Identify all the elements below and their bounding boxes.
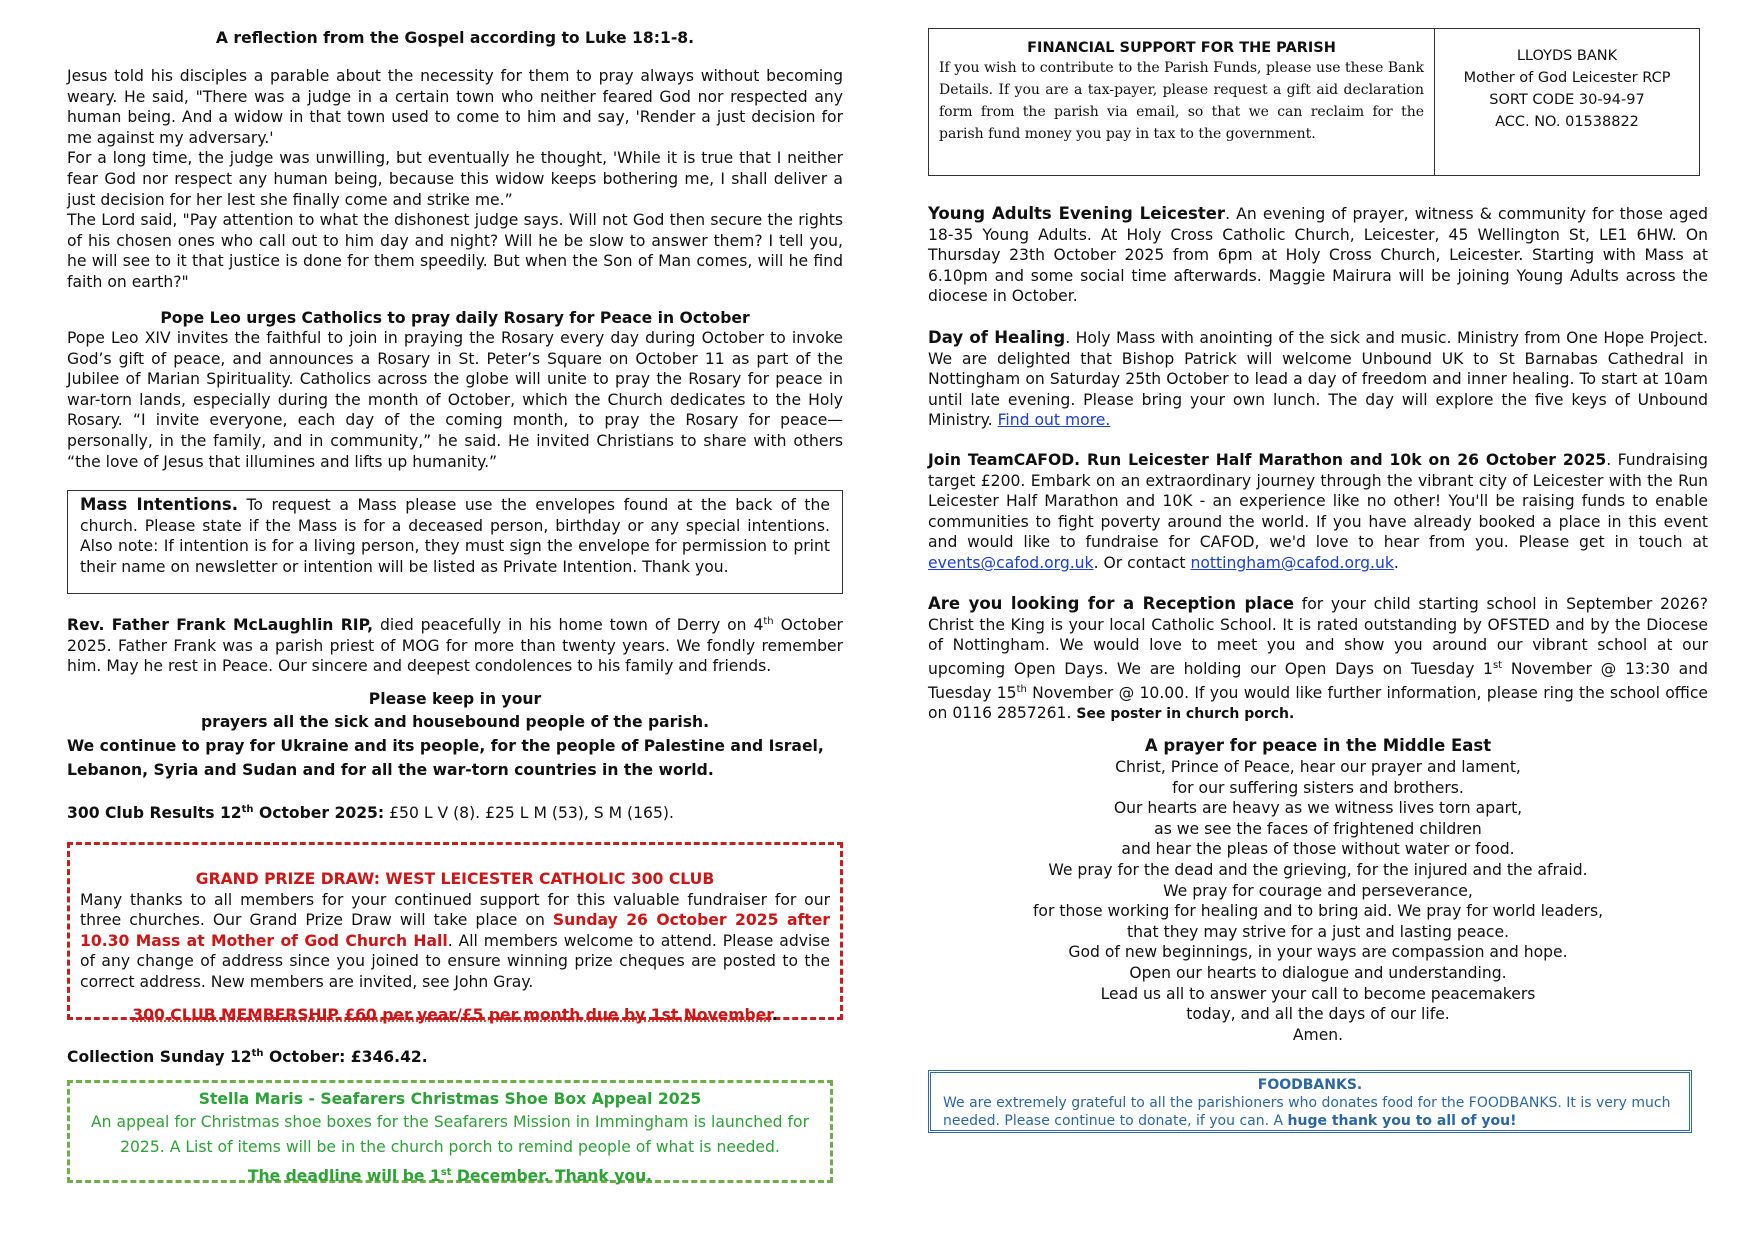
collection-label: Collection Sunday 12 xyxy=(67,1048,252,1067)
gospel-text xyxy=(67,66,843,293)
deadline-sup: st xyxy=(440,1166,452,1178)
club-label: 300 Club Results 12 xyxy=(67,804,242,823)
rip-notice xyxy=(67,612,843,677)
foodbanks-body: We are extremely grateful to all the parishioners who donates food for the FOODBANKS. It is very much needed. Please continue to donate, if you can. A xyxy=(943,1095,1671,1129)
mass-intentions-body: To request a Mass please use the envelopes found at the back of the church. Please state if the Mass is for a deceased person, birthday or any special intentions. Also note: If intention is for a living person, they must sign the envelope for permission to print their name on newsletter or intention will be listed as Private Intention. Thank you. xyxy=(80,496,830,576)
prayer-line: Open our hearts to dialogue and understanding. xyxy=(1129,963,1507,982)
rip-text: died peacefully in his home town of Derry on 4 xyxy=(373,616,764,635)
healing-title: Day of Healing xyxy=(928,328,1066,347)
prayer-line: for our suffering sisters and brothers. xyxy=(1172,778,1464,797)
foodbanks-text xyxy=(943,1094,1677,1130)
membership-text: 300 CLUB MEMBERSHIP £60 per year/£5 per month due by 1st November xyxy=(132,1005,772,1024)
foodbanks-title: FOODBANKS. xyxy=(1257,1077,1363,1093)
gospel-paragraph: The Lord said, "Pay attention to what the dishonest judge says. Will not God then secure the rights of his chosen ones who call out to him day and night? Will he be slow to answer them? I tell you, he will see to it that justice is done for them speedily. But when the Son of Man comes, will he find faith on earth?" xyxy=(67,211,843,291)
grand-prize-date: Sunday 26 October 2025 after 10.30 Mass at Mother of God Church Hall xyxy=(80,911,830,950)
cafod-notice xyxy=(928,450,1708,574)
rip-text: October 2025. Father Frank was a parish priest of MOG for more than twenty years. We fondly remember him. May he rest in Peace. Our sincere and deepest condolences to his family and friends. xyxy=(67,616,843,676)
prayer-text xyxy=(928,757,1708,1045)
membership-end: . xyxy=(771,1005,778,1024)
prayers-line: prayers all the sick and housebound people of the parish. xyxy=(200,713,710,731)
prayer-line: as we see the faces of frightened children xyxy=(1154,819,1482,838)
gospel-title: A reflection from the Gospel according to Luke 18:1-8. xyxy=(215,29,695,47)
bank-account-number: ACC. NO. 01538822 xyxy=(1495,114,1639,130)
rip-sup: th xyxy=(763,616,774,627)
reception-sup: st xyxy=(1492,659,1503,671)
healing-text: . Holy Mass with anointing of the sick and music. Ministry from One Hope Project. We are delighted that Bishop Patrick will welcome Unbound UK to St Barnabas Cathedral in Nottingham on Saturday 25th October to lead a day of freedom and inner healing. To start at 10am until late evening. Please bring your own lunch. The day will explore the five keys of Unbound Ministry. xyxy=(928,329,1708,430)
collection-amount: October: £346.42. xyxy=(263,1048,428,1067)
prayer-line: God of new beginnings, in your ways are compassion and hope. xyxy=(1068,943,1568,962)
mass-intentions-title: Mass Intentions. xyxy=(80,495,238,514)
stella-maris-title: Stella Maris - Seafarers Christmas Shoe Box Appeal 2025 xyxy=(198,1090,702,1108)
foodbanks-thanks: huge thank you to all of you! xyxy=(1287,1113,1517,1129)
financial-support-info xyxy=(929,29,1435,175)
stella-maris-box xyxy=(67,1080,833,1183)
grand-prize-body: Many thanks to all members for your continued support for this valuable fundraiser for our three churches. Our Grand Prize Draw will take place on xyxy=(80,890,830,930)
bank-account-name: Mother of God Leicester RCP xyxy=(1463,70,1671,86)
pope-title: Pope Leo urges Catholics to pray daily Rosary for Peace in October xyxy=(160,309,750,327)
prayer-line: Christ, Prince of Peace, hear our prayer and lament, xyxy=(1115,758,1521,776)
club-sup: th xyxy=(241,804,254,815)
prayer-line: for those working for healing and to bring aid. We pray for world leaders, xyxy=(1032,902,1604,921)
foodbanks-box xyxy=(928,1070,1692,1133)
reception-sup: th xyxy=(1016,683,1027,695)
bank-sort-code: SORT CODE 30-94-97 xyxy=(1489,92,1645,108)
grand-prize-membership xyxy=(80,1005,830,1026)
club-values: £50 L V (8). £25 L M (53), S M (165). xyxy=(384,804,674,823)
gospel-paragraph: For a long time, the judge was unwilling, but eventually he thought, 'While it is true that I neither fear God nor respect any human being, because this widow keeps bothering me, I shall deliver a just decision for her lest she finally come and strike me.” xyxy=(67,149,843,209)
reception-text: November @ 13:30 and Tuesday 15 xyxy=(928,659,1708,702)
grand-prize-text xyxy=(80,890,830,993)
cafod-text: . xyxy=(1393,553,1399,572)
grand-prize-box xyxy=(67,842,843,1024)
gospel-paragraph: Jesus told his disciples a parable about the necessity for them to pray always without becoming weary. He said, "There was a judge in a certain town who neither feared God nor respected any human being. And a widow in that town used to come to him and say, 'Render a just decision for me against my adversary.' xyxy=(67,67,843,147)
deadline-text: The deadline will be 1 xyxy=(247,1166,441,1185)
prayer-line: Amen. xyxy=(1292,1025,1344,1044)
prayer-line: We pray for the dead and the grieving, for the injured and the afraid. xyxy=(1048,860,1588,879)
reception-text: for your child starting school in September 2026? Christ the King is your local Catholic School. It is rated outstanding by OFSTED and by the Diocese of Nottingham. We would love to meet you and show you around our vibrant school at our upcoming Open Days. We are holding our Open Days on Tuesday 1 xyxy=(928,595,1709,678)
reception-title: Are you looking for a Reception place xyxy=(928,594,1295,613)
stella-maris-deadline xyxy=(80,1160,820,1189)
collection-sup: th xyxy=(251,1048,264,1059)
grand-prize-title: GRAND PRIZE DRAW: WEST LEICESTER CATHOLIC 300 CLUB xyxy=(195,870,715,888)
pope-text: Pope Leo XIV invites the faithful to join in praying the Rosary every day during October to invoke God’s gift of peace, and announces a Rosary in St. Peter’s Square on October 11 as part of the Jubilee of Marian Spirituality. Catholics across the globe will unite to pray the Rosary for peace in war-torn lands, especially during the month of October, which the Church dedicates to the Holy Rosary. “I invite everyone, each day of the coming month, to pray the Rosary for peace—personally, in the family, and in community,” he said. He invited Christians to share with others “the love of Jesus that illumines and lifts up humanity.” xyxy=(67,329,843,471)
club-results xyxy=(67,800,843,824)
young-adults-title: Young Adults Evening Leicester xyxy=(928,204,1226,223)
financial-support-title: FINANCIAL SUPPORT FOR THE PARISH xyxy=(1027,40,1336,56)
reception-poster-note: See poster in church porch. xyxy=(1076,706,1295,723)
find-out-more-link[interactable]: Find out more. xyxy=(997,411,1111,430)
prayers-section xyxy=(67,688,843,782)
financial-support-text: If you wish to contribute to the Parish Funds, please use these Bank Details. If you are a tax-payer, please request a gift aid declaration form from the parish via email, so that we can reclaim for the parish fund money you pay in tax to the government. xyxy=(939,60,1424,142)
club-label: October 2025: xyxy=(253,804,385,823)
mass-intentions-text xyxy=(80,495,830,577)
reception-text: November @ 10.00. If you would like further information, please ring the school office on 0116 2857261. xyxy=(928,683,1708,723)
prayer-line: today, and all the days of our life. xyxy=(1186,1005,1450,1024)
cafod-nottingham-email-link[interactable]: nottingham@cafod.org.uk xyxy=(1190,553,1394,572)
day-of-healing-notice xyxy=(928,328,1708,431)
young-adults-notice xyxy=(928,204,1708,307)
cafod-events-email-link[interactable]: events@cafod.org.uk xyxy=(928,553,1094,572)
cafod-title: Join TeamCAFOD. Run Leicester Half Marathon and 10k on 26 October 2025 xyxy=(928,451,1607,469)
young-adults-text: . An evening of prayer, witness & community for those aged 18-35 Young Adults. At Holy Cross Catholic Church, Leicester, 45 Wellington St, LE1 6HW. On Thursday 23th October 2025 from 6pm at Holy Cross Church, Leicester. Starting with Mass at 6.10pm and some social time afterwards. Maggie Mairura will be joining Young Adults across the diocese in October. xyxy=(928,205,1708,306)
cafod-text: . Fundraising target £200. Embark on an extraordinary journey through the vibrant city of Leicester with the Run Leicester Half Marathon and 10K - an experience like no other! You'll be raising funds to enable communities to fight poverty around the world. If you have already booked a place in this event and would like to fundraise for CAFOD, we'd love to hear from you. Please get in touch at xyxy=(928,451,1708,552)
prayers-line: We continue to pray for Ukraine and its people, for the people of Palestine and Israel, Lebanon, Syria and Sudan and for all the war-torn countries in the world. xyxy=(67,737,824,779)
cafod-text: . Or contact xyxy=(1093,553,1191,572)
prayer-line: Our hearts are heavy as we witness lives torn apart, xyxy=(1113,799,1523,818)
prayer-line: and hear the pleas of those without water or food. xyxy=(1121,840,1515,859)
financial-support-box xyxy=(928,28,1700,176)
prayer-line: Lead us all to answer your call to become peacemakers xyxy=(1100,984,1536,1003)
prayer-title: A prayer for peace in the Middle East xyxy=(1144,736,1492,755)
bank-details xyxy=(1435,29,1699,175)
prayers-line: Please keep in your xyxy=(368,690,542,708)
reception-notice xyxy=(928,594,1708,725)
grand-prize-body: . All members welcome to attend. Please advise of any change of address since you joined to ensure winning prize cheques are posted to the correct address. New members are invited, see John Gray. xyxy=(80,931,830,991)
stella-maris-text: An appeal for Christmas shoe boxes for the Seafarers Mission in Immingham is launched for 2025. A List of items will be in the church porch to remind people of what is needed. xyxy=(91,1112,809,1156)
mass-intentions-box xyxy=(67,490,843,594)
collection xyxy=(67,1044,843,1068)
deadline-text: December. Thank you. xyxy=(451,1166,653,1185)
rip-title: Rev. Father Frank McLaughlin RIP, xyxy=(67,616,374,635)
bank-name: LLOYDS BANK xyxy=(1516,48,1618,64)
prayer-line: that they may strive for a just and lasting peace. xyxy=(1126,922,1510,941)
prayer-line: We pray for courage and perseverance, xyxy=(1163,881,1473,900)
